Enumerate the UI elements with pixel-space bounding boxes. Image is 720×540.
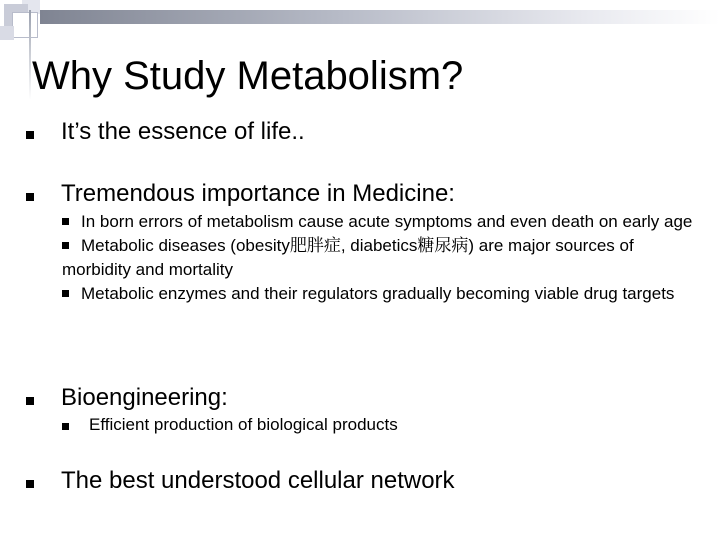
bullet-text: It’s the essence of life.. [61,118,305,145]
decorative-square [12,12,38,38]
bullet-text: The best understood cellular network [61,467,455,494]
decorative-vertical-line [29,10,31,100]
square-bullet-icon [62,290,69,297]
square-bullet-icon [26,397,34,405]
square-bullet-icon [62,242,69,249]
sub-bullet-item [62,282,702,306]
sub-bullet-text: In born errors of metabolism cause acute symptoms and even death on early age [81,212,693,231]
sub-bullet-text: Metabolic enzymes and their regulators gradually becoming viable drug targets [81,284,675,303]
header-gradient-bar [40,10,720,24]
square-bullet-icon [62,218,69,225]
sub-bullet-text: Metabolic diseases (obesity肥胖症, diabetics糖尿病) are major sources of morbidity and mortality [62,236,634,279]
square-bullet-icon [62,423,69,430]
sub-bullet-item [62,234,702,282]
bullet-text: Tremendous importance in Medicine: [61,180,455,207]
square-bullet-icon [26,131,34,139]
bullet-text: Bioengineering: [61,384,228,411]
sub-bullet-text: Efficient production of biological products [89,415,398,434]
sub-bullet-block [62,210,702,306]
decorative-square [0,26,14,40]
square-bullet-icon [26,480,34,488]
square-bullet-icon [26,193,34,201]
slide-title: Why Study Metabolism? [32,54,464,98]
sub-bullet-item [62,210,702,234]
